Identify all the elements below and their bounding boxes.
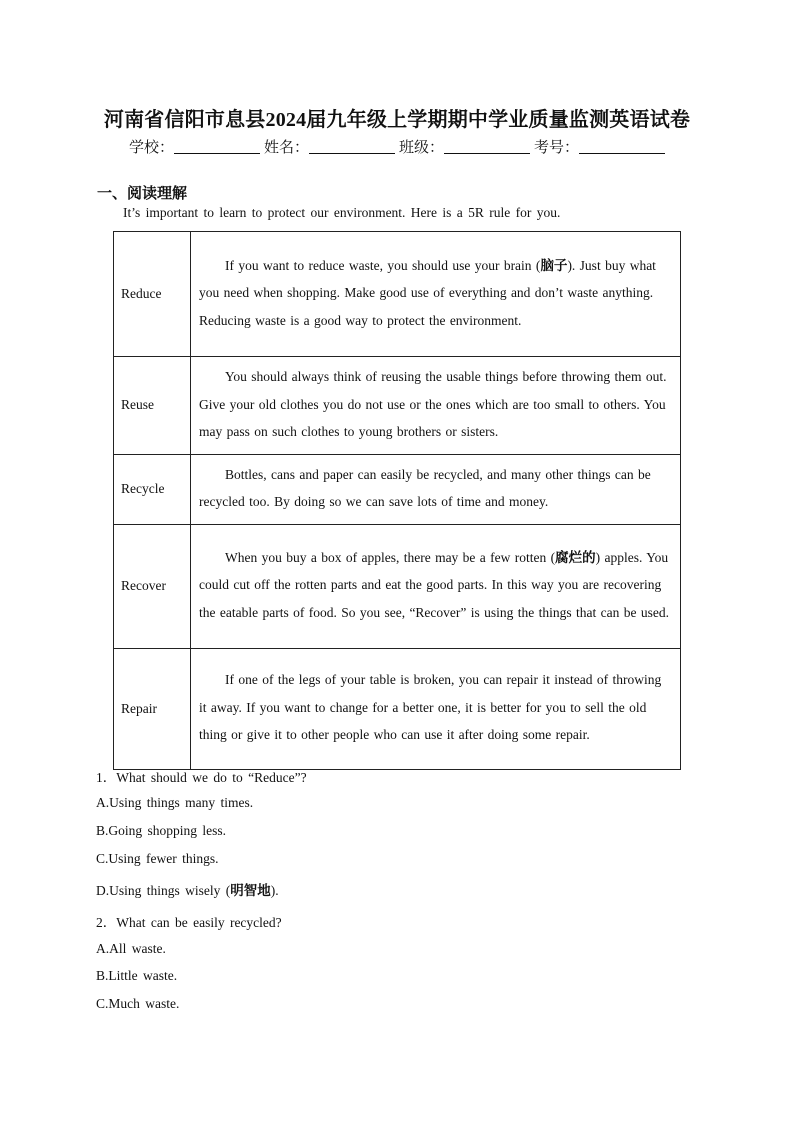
table-row — [114, 648, 681, 769]
exam-number-label: 考号： — [534, 140, 580, 156]
question-stem: 2．What can be easily recycled? — [96, 915, 282, 930]
chinese-gloss: 明智地 — [230, 883, 271, 898]
rule-text: Bottles, cans and paper can easily be recycled, and many other things can be recycled too. By doing so we can save lots of time and money. — [199, 466, 651, 509]
rule-term: Reduce — [114, 232, 191, 357]
answer-option[interactable]: B.Little waste. — [96, 968, 178, 983]
table-row — [114, 454, 681, 524]
rule-description — [191, 232, 681, 357]
rule-description — [191, 454, 681, 524]
answer-option[interactable]: A.All waste. — [96, 941, 166, 956]
question-stem: 1．What should we do to “Reduce”? — [96, 770, 307, 785]
rule-description — [191, 357, 681, 455]
chinese-gloss: 腐烂的 — [555, 549, 596, 565]
table-row — [114, 357, 681, 455]
answer-option[interactable]: C.Much waste. — [96, 996, 180, 1011]
rule-description — [191, 648, 681, 769]
name-label: 姓名： — [263, 140, 309, 156]
rule-term: Repair — [114, 648, 191, 769]
rule-text-tail: ) apples. You could cut off the rotten parts and eat the good parts. In this way you are recovering the eatable parts of food. So you see, “Recover” is using the things that can be used. — [199, 549, 669, 620]
rule-text: You should always think of reusing the usable things before throwing them out. Give your old clothes you do not use or the ones which are too small to others. You may pass on such clothes to young brothers or sisters. — [199, 369, 667, 439]
table-row — [114, 232, 681, 357]
chinese-gloss: 脑子 — [540, 257, 568, 273]
passage-intro: It’s important to learn to protect our environment. Here is a 5R rule for you. — [123, 205, 561, 220]
answer-option[interactable]: C.Using fewer things. — [96, 851, 219, 866]
answer-option[interactable] — [96, 879, 279, 899]
rule-term: Recover — [114, 524, 191, 648]
rule-term: Reuse — [114, 357, 191, 455]
rule-text: When you buy a box of apples, there may be a few rotten ( — [225, 549, 556, 565]
exam-title: 河南省信阳市息县2024届九年级上学期期中学业质量监测英语试卷 — [103, 109, 691, 131]
student-info-line — [0, 136, 794, 157]
class-label: 班级： — [399, 140, 445, 156]
five-r-table — [113, 231, 681, 770]
rule-text: If one of the legs of your table is broken, you can repair it instead of throwing it away. If you want to change for a better one, it is better for you to sell the old thing or give it to other people who can use it after doing some repair. — [199, 672, 662, 743]
exam-number-blank — [579, 139, 665, 154]
answer-option[interactable]: B.Going shopping less. — [96, 823, 227, 838]
rule-text: If you want to reduce waste, you should use your brain ( — [225, 257, 541, 273]
name-blank — [309, 139, 395, 154]
option-text-tail: ). — [270, 883, 279, 898]
class-blank — [444, 139, 530, 154]
rule-term: Recycle — [114, 454, 191, 524]
section-heading: 一、阅读理解 — [97, 186, 188, 202]
option-text: D.Using things wisely ( — [96, 883, 231, 898]
rule-text-tail: ). Just buy what you need when shopping. Make good use of everything and don’t waste anything. Reducing waste is a good way to protect the environment. — [199, 257, 656, 328]
table-row — [114, 524, 681, 648]
answer-option[interactable]: A.Using things many times. — [96, 795, 254, 810]
school-label: 学校： — [128, 140, 174, 156]
school-blank — [174, 139, 260, 154]
rule-description — [191, 524, 681, 648]
